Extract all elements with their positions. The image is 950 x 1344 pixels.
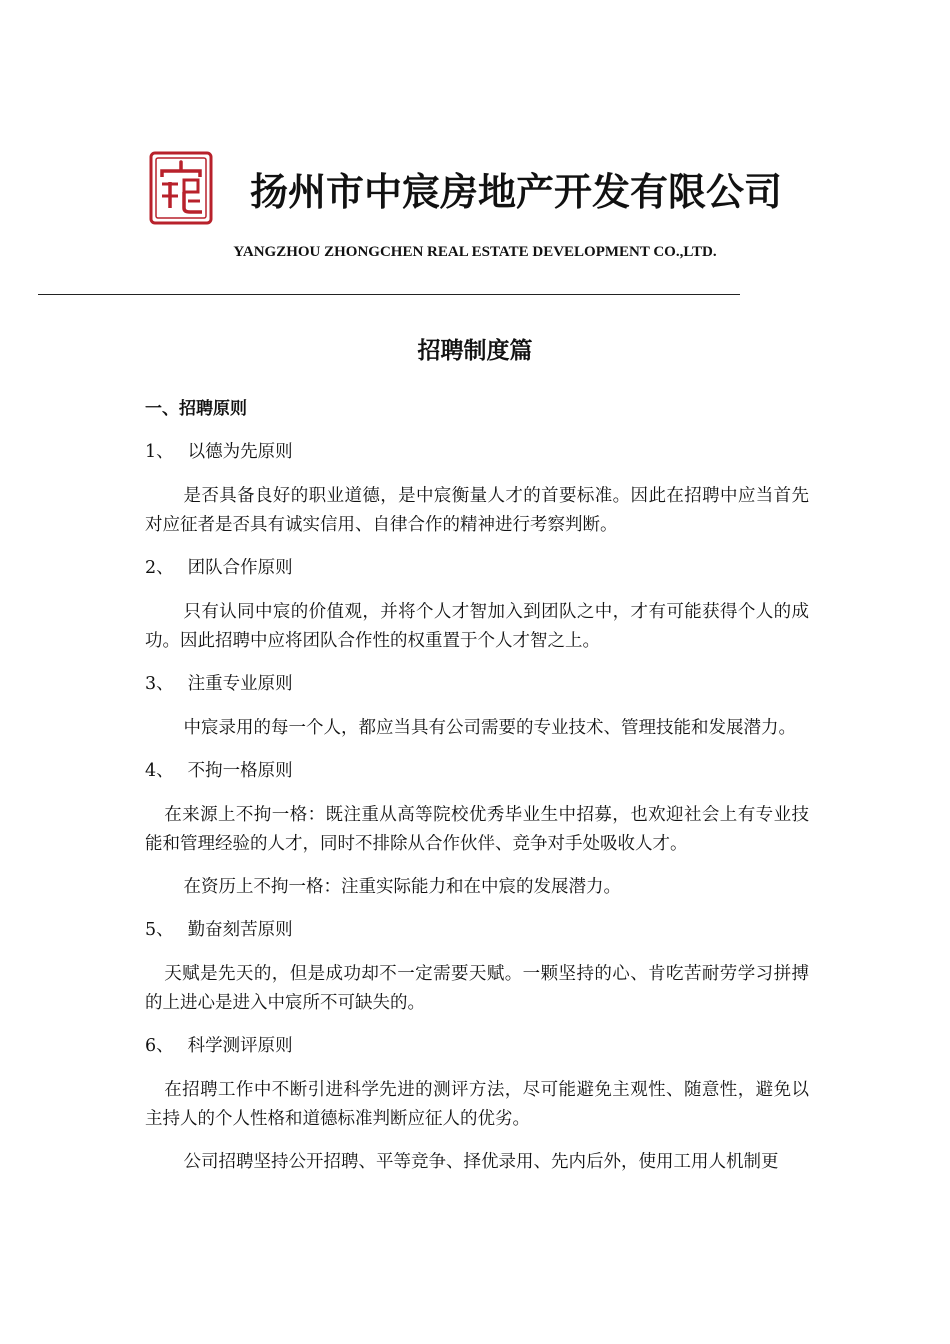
closing-paragraph: 公司招聘坚持公开招聘、平等竞争、择优录用、先内后外，使用工用人机制更 <box>183 1152 779 1172</box>
item-paragraph: 是否具备良好的职业道德，是中宸衡量人才的首要标准。因此在招聘中应当首先对应征者是否具有诚实信用、自律合作的精神进行考察判断。 <box>145 486 809 535</box>
company-logo-icon <box>148 150 214 226</box>
company-name-cn: 扬州市中宸房地产开发有限公司 <box>250 170 783 214</box>
item-heading-1: 1、 以德为先原则 <box>145 442 293 462</box>
item-paragraph: 中宸录用的每一个人，都应当具有公司需要的专业技术、管理技能和发展潜力。 <box>183 718 796 738</box>
item-heading-5: 5、 勤奋刻苦原则 <box>145 920 293 940</box>
item-heading-3: 3、 注重专业原则 <box>145 674 293 694</box>
item-paragraph: 在来源上不拘一格：既注重从高等院校优秀毕业生中招募，也欢迎社会上有专业技能和管理经验的人才，同时不排除从合作伙伴、竞争对手处吸收人才。 <box>145 805 809 854</box>
item-heading-4: 4、 不拘一格原则 <box>145 761 293 781</box>
item-heading-6: 6、 科学测评原则 <box>145 1036 293 1056</box>
item-paragraph: 只有认同中宸的价值观，并将个人才智加入到团队之中，才有可能获得个人的成功。因此招聘中应将团队合作性的权重置于个人才智之上。 <box>145 602 809 651</box>
header-divider <box>38 294 740 295</box>
item-paragraph: 在招聘工作中不断引进科学先进的测评方法，尽可能避免主观性、随意性，避免以主持人的个人性格和道德标准判断应征人的优劣。 <box>145 1080 809 1129</box>
section-heading: 一、招聘原则 <box>145 399 247 419</box>
item-paragraph: 在资历上不拘一格：注重实际能力和在中宸的发展潜力。 <box>183 877 621 897</box>
document-body <box>145 395 809 1191</box>
document-title: 招聘制度篇 <box>417 338 533 364</box>
item-paragraph: 天赋是先天的，但是成功却不一定需要天赋。一颗坚持的心、肯吃苦耐劳学习拼搏的上进心是进入中宸所不可缺失的。 <box>145 964 809 1013</box>
item-heading-2: 2、 团队合作原则 <box>145 558 293 578</box>
company-name-en: YANGZHOU ZHONGCHEN REAL ESTATE DEVELOPMENT CO.,LTD. <box>233 244 717 260</box>
